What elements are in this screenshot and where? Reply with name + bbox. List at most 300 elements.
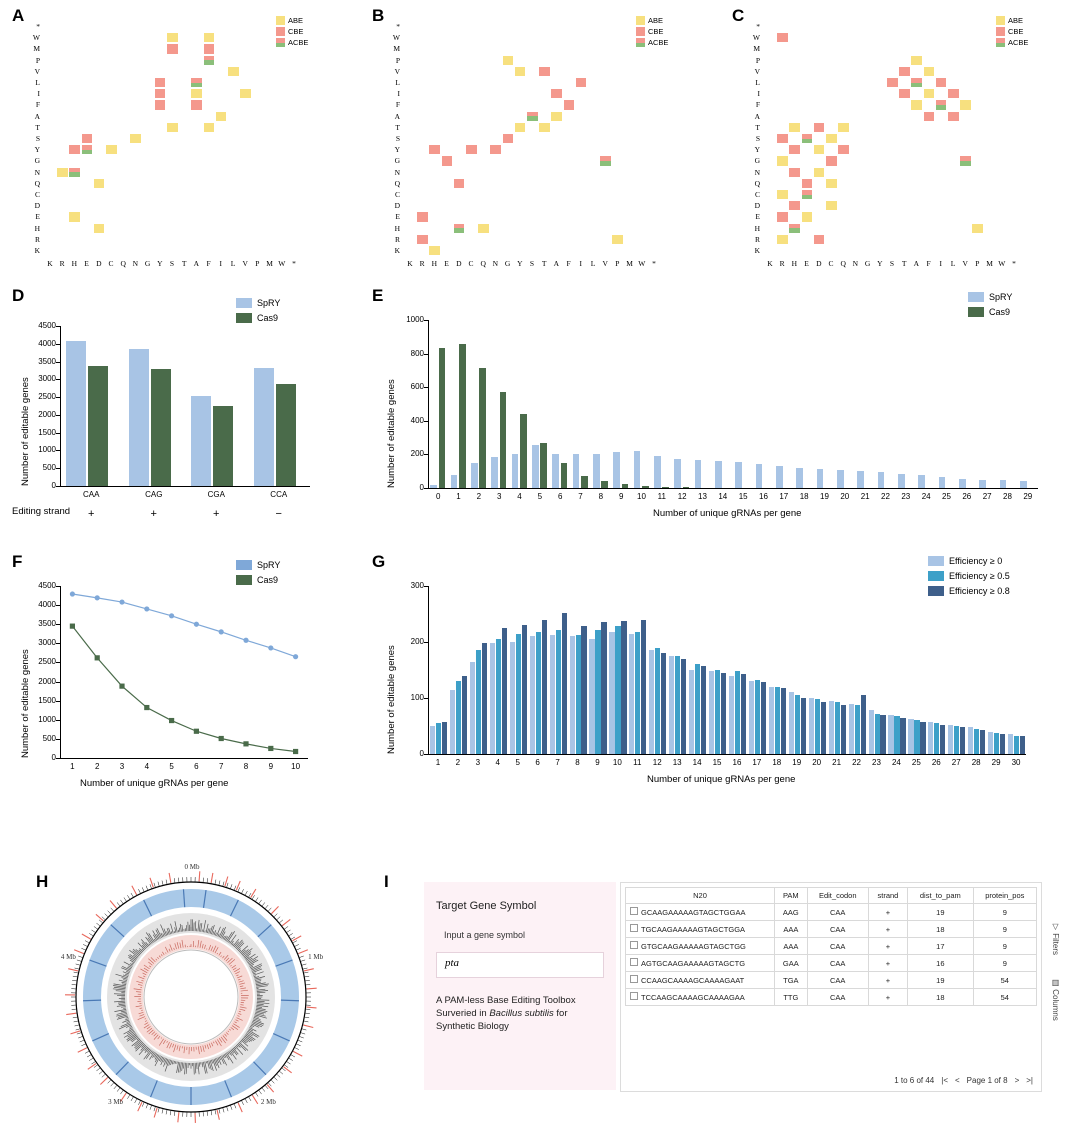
bar xyxy=(451,475,458,488)
heatmap-col-label: K xyxy=(767,259,773,269)
bar xyxy=(755,680,760,754)
n20-value: GTGCAAGAAAAAGTAGCTGG xyxy=(641,942,746,951)
panel-h xyxy=(20,860,370,1130)
bar xyxy=(918,475,925,488)
bar xyxy=(689,670,694,754)
heatmap-row-label: L xyxy=(395,78,400,87)
heatmap-row-label: M xyxy=(33,44,40,54)
bar xyxy=(436,723,441,754)
heatmap-cell xyxy=(94,179,105,188)
heatmap-col-label: Y xyxy=(157,259,163,269)
bar xyxy=(894,716,899,754)
cell-strand: + xyxy=(868,989,907,1006)
bar xyxy=(908,719,913,754)
legend-item xyxy=(928,571,1010,581)
bar xyxy=(980,730,985,754)
bar xyxy=(502,628,507,754)
bar xyxy=(66,341,86,486)
chart-e xyxy=(368,286,1080,552)
heatmap-row-label: T xyxy=(395,122,400,132)
y-tick-mark xyxy=(424,421,428,422)
col-protein-pos[interactable]: protein_pos xyxy=(973,888,1036,904)
y-tick-label: 500 xyxy=(42,733,56,743)
bar xyxy=(735,462,742,488)
heatmap-row-label: A xyxy=(754,111,760,121)
bar xyxy=(151,369,171,486)
bar xyxy=(934,723,939,754)
x-tick-label: 21 xyxy=(832,758,842,767)
heatmap-row-label: E xyxy=(35,212,40,222)
heatmap-cell xyxy=(960,100,971,109)
x-tick-label: 29 xyxy=(1023,492,1033,501)
bar xyxy=(861,695,866,754)
col-n20[interactable]: N20 xyxy=(626,888,775,904)
y-tick-label: 400 xyxy=(410,415,424,425)
legend-label: Efficiency ≥ 0.8 xyxy=(949,586,1010,596)
x-tick-label: 3 xyxy=(475,758,481,767)
bar xyxy=(430,485,437,488)
heatmap-cell xyxy=(911,56,922,65)
circos-tick-label: 0 Mb xyxy=(184,863,200,871)
heatmap-cell xyxy=(936,78,947,87)
page-indicator: Page 1 of 8 xyxy=(966,1076,1008,1085)
row-checkbox[interactable] xyxy=(630,924,638,932)
heatmap-col-label: L xyxy=(590,259,596,269)
legend-swatch xyxy=(236,575,252,585)
x-tick-label: CAG xyxy=(145,490,163,499)
panel-c xyxy=(728,6,1080,288)
col-pam[interactable]: PAM xyxy=(775,888,808,904)
gene-symbol-value: pta xyxy=(445,957,460,969)
cell-dist: 17 xyxy=(908,938,974,955)
bar xyxy=(888,715,893,754)
x-tick-label: 4 xyxy=(517,492,522,501)
bar xyxy=(470,662,475,754)
heatmap-col-label: M xyxy=(626,259,633,269)
heatmap-row-label: P xyxy=(395,55,400,65)
bar xyxy=(1000,480,1007,488)
y-tick-mark xyxy=(424,454,428,455)
first-page-button[interactable]: |< xyxy=(941,1076,948,1085)
heatmap-col-label: I xyxy=(939,259,943,269)
legend-swatch xyxy=(236,298,252,308)
y-tick-mark xyxy=(424,642,428,643)
bar xyxy=(837,470,844,488)
bar xyxy=(920,722,925,754)
bar xyxy=(462,676,467,754)
x-tick-label: 10 xyxy=(612,758,622,767)
gene-symbol-input[interactable] xyxy=(436,952,604,978)
y-tick-label: 100 xyxy=(410,693,424,702)
x-tick-label: 18 xyxy=(772,758,782,767)
heatmap-row-label: R xyxy=(34,234,40,244)
cell-n20 xyxy=(626,972,775,989)
heatmap-row-label: W xyxy=(392,33,400,43)
row-checkbox[interactable] xyxy=(630,992,638,1000)
panel-i-label: I xyxy=(384,872,389,891)
heatmap-col-label: A xyxy=(553,259,560,269)
heatmap-cell xyxy=(777,190,788,199)
legend-item xyxy=(236,298,280,308)
panel-a xyxy=(8,6,360,288)
y-tick-label: 3000 xyxy=(38,374,56,384)
heatmap-cell xyxy=(826,156,837,165)
bar xyxy=(552,454,559,488)
y-tick-mark xyxy=(424,354,428,355)
heatmap-col-label: A xyxy=(193,259,200,269)
x-axis xyxy=(428,754,1026,755)
heatmap-cell xyxy=(69,212,80,221)
heatmap-col-label: D xyxy=(456,259,462,269)
heatmap-col-label: A xyxy=(913,259,920,269)
x-axis xyxy=(60,486,310,487)
heatmap-cell xyxy=(777,134,788,143)
bar xyxy=(789,692,794,754)
heatmap-row-label: D xyxy=(394,201,400,211)
y-tick-mark xyxy=(56,450,60,451)
columns-button[interactable] xyxy=(1046,978,1060,1021)
col-dist-to-pam[interactable]: dist_to_pam xyxy=(908,888,974,904)
x-tick-label: 29 xyxy=(991,758,1001,767)
heatmap-row-label: * xyxy=(36,22,40,31)
bar xyxy=(581,476,588,488)
heatmap-cell xyxy=(924,67,935,76)
legend-item xyxy=(928,586,1010,596)
bar xyxy=(642,486,649,488)
heatmap-row-label: C xyxy=(394,190,400,199)
x-tick-label: 26 xyxy=(962,492,972,501)
bar xyxy=(741,674,746,754)
heatmap-cell xyxy=(167,123,178,132)
bar xyxy=(450,690,455,754)
cell-pam: TGA xyxy=(775,972,808,989)
bar xyxy=(815,699,820,754)
heatmap-cell xyxy=(204,33,215,42)
bar xyxy=(729,676,734,754)
y-tick-label: 4500 xyxy=(38,321,56,330)
heatmap-row-label: F xyxy=(755,100,760,110)
x-tick-label: 20 xyxy=(812,758,822,767)
bar xyxy=(749,681,754,754)
y-tick-label: 200 xyxy=(410,449,424,459)
panel-g xyxy=(368,552,1080,818)
cell-codon: CAA xyxy=(807,955,868,972)
legend-swatch xyxy=(236,313,252,323)
bar xyxy=(536,632,541,754)
y-tick-label: 500 xyxy=(42,463,56,473)
heatmap-col-label: E xyxy=(444,259,449,269)
x-tick-label: 25 xyxy=(911,758,921,767)
x-tick-label: 1 xyxy=(456,492,461,501)
columns-icon: ▥ xyxy=(1051,978,1060,987)
legend-label: SpRY xyxy=(989,292,1013,302)
x-tick-label: 9 xyxy=(268,762,274,771)
y-tick-label: 800 xyxy=(410,348,424,358)
heatmap-col-label: T xyxy=(181,259,187,269)
y-tick-label: 0 xyxy=(51,481,56,490)
bar xyxy=(655,648,660,754)
bar xyxy=(491,457,498,488)
row-checkbox[interactable] xyxy=(630,941,638,949)
heatmap-col-label: E xyxy=(804,259,809,269)
legend-item xyxy=(236,575,278,585)
y-tick-label: 600 xyxy=(410,382,424,392)
x-tick-label: 2 xyxy=(94,762,100,771)
heatmap-c xyxy=(750,20,1020,270)
x-tick-label: 12 xyxy=(677,492,687,501)
bar xyxy=(715,670,720,754)
y-axis-label: Number of editable genes xyxy=(386,379,397,488)
bar xyxy=(735,671,740,754)
bar xyxy=(979,480,986,488)
legend-item xyxy=(968,307,1010,317)
cell-n20 xyxy=(626,989,775,1006)
heatmap-cell xyxy=(789,201,800,210)
bar xyxy=(795,695,800,754)
bar xyxy=(601,622,606,754)
cbe-label: CBE xyxy=(1008,27,1024,36)
chart-d xyxy=(8,286,360,552)
heatmap-row-label: H xyxy=(754,223,760,233)
bar xyxy=(769,687,774,754)
filters-button[interactable] xyxy=(1046,922,1060,955)
y-tick-label: 2500 xyxy=(38,392,56,402)
heatmap-cell xyxy=(802,190,813,199)
x-tick-label: 16 xyxy=(732,758,742,767)
prev-page-button[interactable]: < xyxy=(954,1076,960,1085)
col-strand[interactable]: strand xyxy=(868,888,907,904)
heatmap-row-label: N xyxy=(394,167,400,177)
bar xyxy=(855,705,860,754)
table-row[interactable] xyxy=(626,938,1037,955)
row-checkbox[interactable] xyxy=(630,958,638,966)
y-tick-label: 1000 xyxy=(406,315,424,324)
heatmap-row-label: P xyxy=(35,55,40,65)
heatmap-cell xyxy=(503,134,514,143)
heatmap-row-label: T xyxy=(35,122,40,132)
next-page-button[interactable]: > xyxy=(1014,1076,1020,1085)
x-tick-label: CGA xyxy=(207,490,225,499)
cell-pam: AAG xyxy=(775,904,808,921)
columns-label: Columns xyxy=(1051,989,1060,1021)
heatmap-cell xyxy=(478,224,489,233)
heatmap-cell xyxy=(948,89,959,98)
bar xyxy=(471,463,478,488)
bar xyxy=(88,366,108,486)
heatmap-cell xyxy=(924,89,935,98)
heatmap-row-label: I xyxy=(397,89,400,99)
heatmap-col-label: T xyxy=(541,259,547,269)
bar xyxy=(510,642,515,754)
heatmap-col-label: I xyxy=(219,259,223,269)
heatmap-col-label: H xyxy=(431,259,438,269)
bar xyxy=(669,656,674,754)
x-tick-label: 8 xyxy=(575,758,580,767)
heatmap-cell xyxy=(539,67,550,76)
heatmap-cell xyxy=(777,33,788,42)
heatmap-cell xyxy=(191,89,202,98)
bar xyxy=(641,620,646,754)
heatmap-col-label: * xyxy=(292,259,296,269)
y-tick-label: 4000 xyxy=(38,338,56,348)
strand-label: + xyxy=(150,508,157,520)
panel-f-label: F xyxy=(12,552,23,571)
heatmap-cell xyxy=(777,235,788,244)
heatmap-cell xyxy=(777,212,788,221)
heatmap-row-label: Y xyxy=(394,145,400,155)
legend-item xyxy=(928,556,1002,566)
heatmap-row-label: E xyxy=(755,212,760,222)
heatmap-cell xyxy=(167,33,178,42)
heatmap-row-label: T xyxy=(755,122,760,132)
heatmap-cell xyxy=(417,212,428,221)
chart-f xyxy=(8,552,360,818)
bar xyxy=(550,635,555,754)
table-row[interactable] xyxy=(626,921,1037,938)
heatmap-cell xyxy=(899,89,910,98)
heatmap-row-label: S xyxy=(35,134,40,143)
cell-strand: + xyxy=(868,972,907,989)
heatmap-col-label: M xyxy=(266,259,273,269)
x-tick-label: 30 xyxy=(1011,758,1021,767)
heatmap-col-label: V xyxy=(242,259,248,269)
panel-a-label: A xyxy=(12,6,25,25)
legend-item xyxy=(236,313,278,323)
y-tick-mark xyxy=(424,488,428,489)
app-description xyxy=(436,994,608,1033)
heatmap-row-label: H xyxy=(394,223,400,233)
row-checkbox[interactable] xyxy=(630,975,638,983)
bar xyxy=(530,636,535,754)
heatmap-row-label: V xyxy=(754,66,760,76)
heatmap-row-label: S xyxy=(395,134,400,143)
n20-value: AGTGCAAGAAAAAGTAGCTG xyxy=(641,959,746,968)
heatmap-col-label: Q xyxy=(840,259,846,269)
cell-n20 xyxy=(626,955,775,972)
y-tick-label: 3500 xyxy=(38,356,56,366)
cell-pos: 9 xyxy=(973,938,1036,955)
x-tick-label: 14 xyxy=(692,758,702,767)
y-tick-label: 4000 xyxy=(38,600,56,610)
filter-icon: ▽ xyxy=(1051,922,1060,931)
heatmap-b xyxy=(390,20,660,270)
table-row[interactable] xyxy=(626,904,1037,921)
cell-pos: 9 xyxy=(973,904,1036,921)
heatmap-cell xyxy=(802,212,813,221)
heatmap-cell xyxy=(924,112,935,121)
x-tick-label: 4 xyxy=(495,758,500,767)
x-tick-label: 17 xyxy=(752,758,762,767)
heatmap-col-label: W xyxy=(998,259,1006,269)
y-axis xyxy=(428,320,429,488)
table-row[interactable] xyxy=(626,989,1037,1006)
bar xyxy=(900,718,905,754)
heatmap-col-label: Q xyxy=(480,259,486,269)
chart-g xyxy=(368,552,1080,818)
heatmap-cell xyxy=(155,78,166,87)
heatmap-col-label: G xyxy=(144,259,151,269)
y-tick-mark xyxy=(56,379,60,380)
x-tick-label: 5 xyxy=(537,492,543,501)
x-tick-label: CAA xyxy=(83,490,100,499)
heatmap-col-label: * xyxy=(652,259,656,269)
heatmap-row-label: H xyxy=(34,223,40,233)
x-tick-label: 9 xyxy=(618,492,624,501)
heatmap-cell xyxy=(82,145,93,154)
bar xyxy=(817,469,824,488)
col-edit-codon[interactable]: Edit_codon xyxy=(807,888,868,904)
heatmap-col-label: T xyxy=(901,259,907,269)
heatmap-col-label: S xyxy=(529,259,535,269)
x-tick-label: 19 xyxy=(792,758,802,767)
table-row[interactable] xyxy=(626,972,1037,989)
heatmap-row-label: * xyxy=(756,22,760,31)
target-gene-symbol-label: Target Gene Symbol xyxy=(436,900,537,912)
x-tick-label: 9 xyxy=(595,758,600,767)
heatmap-col-label: F xyxy=(206,259,211,269)
heatmap-col-label: R xyxy=(59,259,65,269)
heatmap-cell xyxy=(82,134,93,143)
x-tick-label: 14 xyxy=(718,492,728,501)
heatmap-row-label: Q xyxy=(394,178,400,188)
cell-strand: + xyxy=(868,921,907,938)
heatmap-col-label: G xyxy=(504,259,511,269)
y-axis xyxy=(60,326,61,486)
heatmap-cell xyxy=(466,145,477,154)
heatmap-col-label: M xyxy=(986,259,993,269)
legend-label: SpRY xyxy=(257,560,281,570)
cell-dist: 19 xyxy=(908,904,974,921)
last-page-button[interactable]: >| xyxy=(1026,1076,1033,1085)
cell-pam: GAA xyxy=(775,955,808,972)
bar xyxy=(914,720,919,754)
heatmap-cell xyxy=(789,224,800,233)
y-tick-mark xyxy=(56,362,60,363)
panel-d xyxy=(8,286,360,552)
cell-dist: 18 xyxy=(908,989,974,1006)
panel-i xyxy=(384,860,1084,1130)
x-tick-label: 13 xyxy=(698,492,707,501)
y-tick-mark xyxy=(56,433,60,434)
heatmap-row-label: N xyxy=(754,167,760,177)
x-tick-label: 12 xyxy=(652,758,662,767)
input-hint-label: Input a gene symbol xyxy=(444,930,526,940)
bar xyxy=(781,688,786,754)
row-checkbox[interactable] xyxy=(630,907,638,915)
cell-dist: 18 xyxy=(908,921,974,938)
y-tick-mark xyxy=(56,326,60,327)
heatmap-cell xyxy=(838,123,849,132)
heatmap-row-label: Q xyxy=(34,178,40,188)
x-tick-label: 28 xyxy=(971,758,981,767)
x-tick-label: 24 xyxy=(921,492,931,501)
n20-value: CCAAGCAAAAGCAAAAGAAT xyxy=(641,976,745,985)
bar xyxy=(809,698,814,754)
circos-tick-label: 1 Mb xyxy=(308,952,324,961)
n20-value: TCCAAGCAAAAGCAAAAGAA xyxy=(641,993,745,1002)
heatmap-row-label: I xyxy=(37,89,40,99)
cell-pam: TTG xyxy=(775,989,808,1006)
bar xyxy=(869,710,874,754)
x-tick-label: 11 xyxy=(633,758,642,767)
heatmap-cell xyxy=(789,168,800,177)
heatmap-cell xyxy=(802,179,813,188)
x-axis-label: Number of unique gRNAs per gene xyxy=(80,778,229,789)
bar xyxy=(939,477,946,488)
table-row[interactable] xyxy=(626,955,1037,972)
bar xyxy=(540,443,547,488)
y-tick-mark xyxy=(424,320,428,321)
